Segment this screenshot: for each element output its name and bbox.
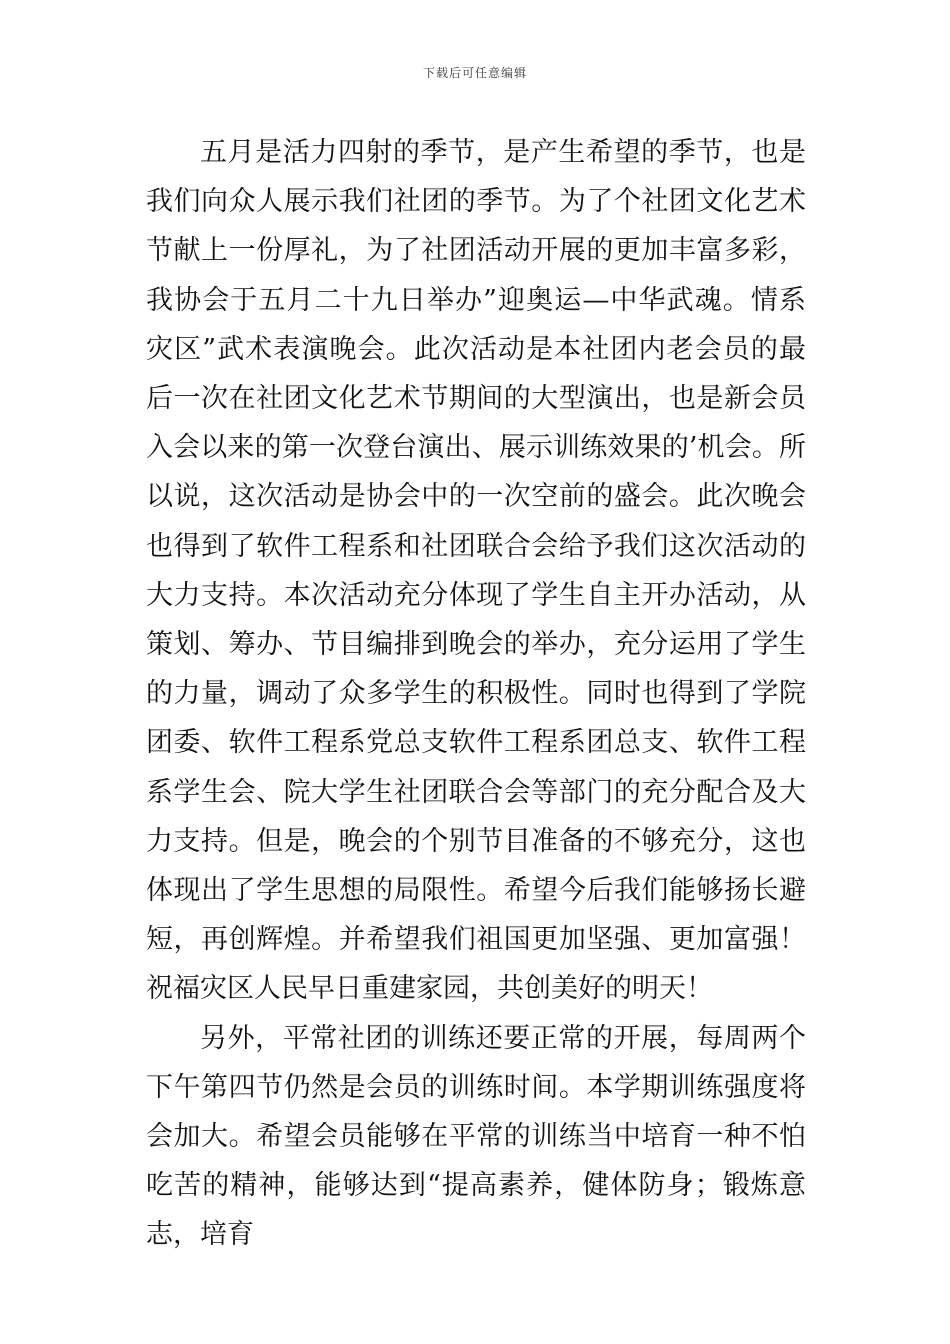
paragraph-1: 五月是活力四射的季节，是产生希望的季节，也是我们向众人展示我们社团的季节。为了个社团文化艺术节献上一份厚礼，为了社团活动开展的更加丰富多彩，我协会于五月二十九日举办”迎奥运—中华武魂。情系灾区”武术表演晚会。此次活动是本社团内老会员的最后一次在社团文化艺术节期间的大型演出，也是新会员入会以来的第一次登台演出、展示训练效果的’机会。所以说，这次活动是协会中的一次空前的盛会。此次晚会也得到了软件工程系和社团联合会给予我们这次活动的大力支持。本次活动充分体现了学生自主开办活动，从策划、筹办、节目编排到晚会的举办，充分运用了学生的力量，调动了众多学生的积极性。同时也得到了学院团委、软件工程系党总支软件工程系团总支、软件工程系学生会、院大学生社团联合会等部门的充分配合及大力支持。但是，晚会的个别节目准备的不够充分，这也体现出了学生思想的局限性。希望今后我们能够扬长避短，再创辉煌。并希望我们祖国更加坚强、更加富强！祝福灾区人民早日重建家园，共创美好的明天！ (146, 137, 806, 1005)
document-body (146, 128, 806, 1260)
page-header: 下载后可任意编辑 (422, 66, 527, 80)
paragraph-2: 另外，平常社团的训练还要正常的开展，每周两个下午第四节仍然是会员的训练时间。本学期训练强度将会加大。希望会员能够在平常的训练当中培育一种不怕吃苦的精神，能够达到“提高素养，健体防身；锻炼意志，培育 (146, 1022, 806, 1251)
